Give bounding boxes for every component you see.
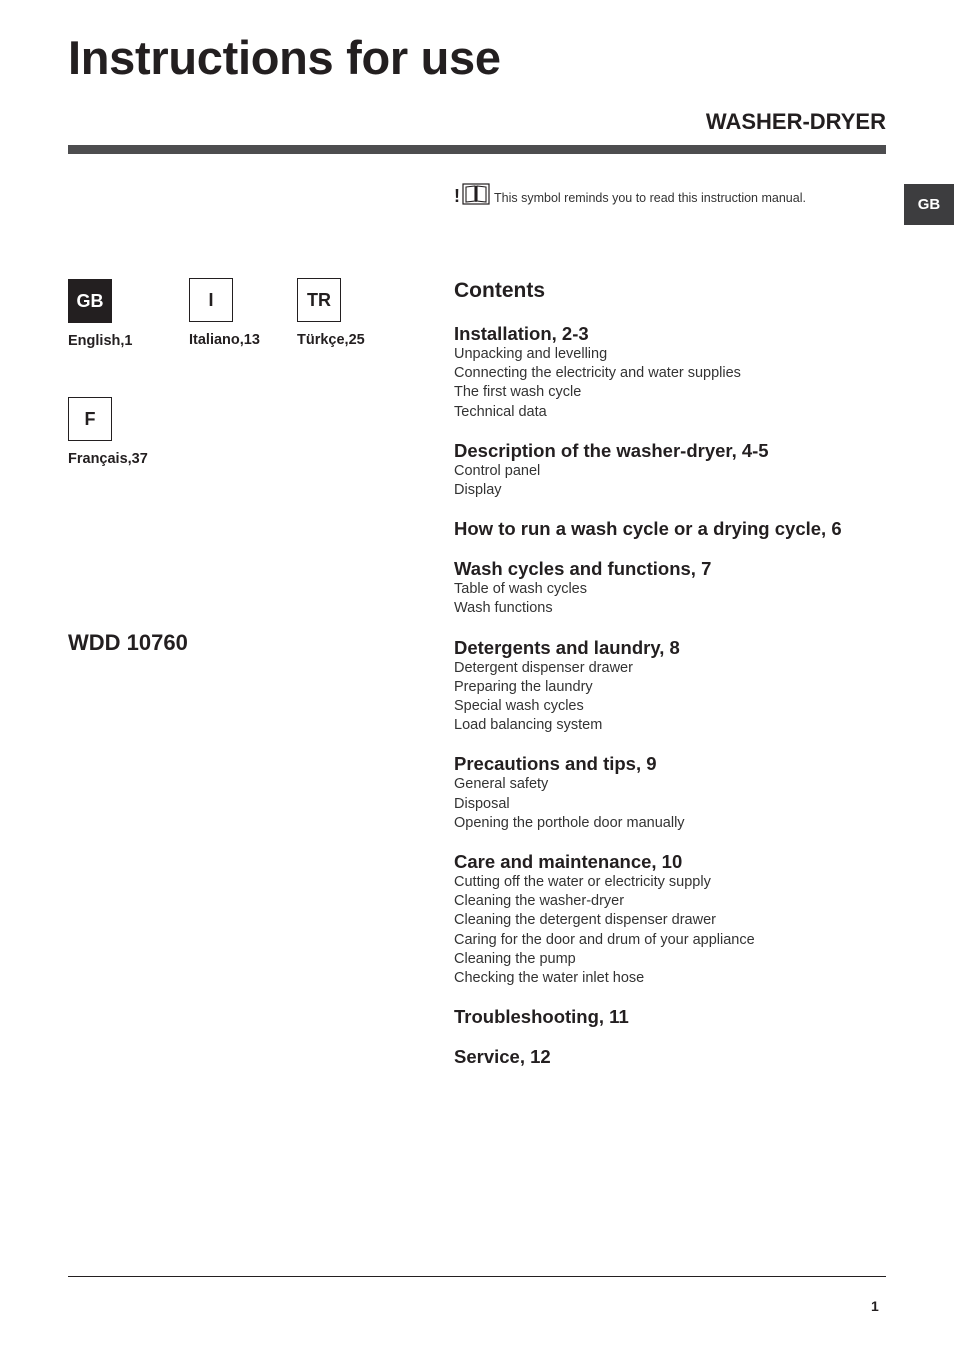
contents-section-title[interactable]: How to run a wash cycle or a drying cycle, 6 [454,518,842,540]
language-i[interactable] [189,278,260,348]
model-number: WDD 10760 [68,630,188,655]
language-label: Türkçe,25 [297,332,365,348]
footer-rule [68,1276,886,1277]
contents-section-item[interactable]: Disposal [454,795,510,812]
product-type: WASHER-DRYER [705,109,886,134]
contents-section-title[interactable]: Precautions and tips, 9 [454,753,657,775]
page-number: 1 [871,1298,879,1314]
contents-section-item[interactable]: Unpacking and levelling [454,346,608,362]
contents-section-title[interactable]: Installation, 2-3 [454,323,589,344]
contents-section-item[interactable]: Opening the porthole door manually [454,814,685,831]
open-book-icon [462,183,490,205]
contents-section [454,752,894,833]
contents-section [454,322,894,422]
contents-heading: Contents [454,279,545,302]
contents-section [454,1005,894,1028]
language-code-box: GB [68,279,112,323]
language-label: Français,37 [68,451,148,467]
contents-section-item[interactable]: Cleaning the detergent dispenser drawer [454,912,716,929]
contents-section-title[interactable]: Care and maintenance, 10 [454,851,683,873]
contents-section-item[interactable]: Control panel [454,462,541,479]
contents-section-item[interactable]: Cleaning the pump [454,950,576,967]
contents-section-item[interactable]: Detergent dispenser drawer [454,659,633,676]
contents-section [454,557,894,618]
contents-section [454,439,894,500]
contents-section [454,517,894,540]
contents-section-title[interactable]: Wash cycles and functions, 7 [454,558,712,580]
contents-sections [454,322,894,1068]
contents-section-item[interactable]: Caring for the door and drum of your appliance [454,931,755,948]
contents-section-item[interactable]: Technical data [454,403,547,420]
language-f[interactable] [68,397,148,467]
page-title: Instructions for use [68,31,501,84]
language-code-box: I [189,278,233,322]
language-label: Italiano,13 [189,332,260,348]
contents-section-title[interactable]: Troubleshooting, 11 [454,1006,629,1028]
contents-section-item[interactable]: Special wash cycles [454,698,584,715]
contents-section [454,850,894,988]
contents-section-item[interactable]: The first wash cycle [454,384,582,401]
contents-section-item[interactable]: Load balancing system [454,717,603,734]
language-code-box: TR [297,278,341,322]
contents-section-title[interactable]: Detergents and laundry, 8 [454,636,680,658]
language-label: English,1 [68,333,133,349]
exclamation-mark: ! [454,186,460,206]
language-gb[interactable] [68,279,132,349]
contents-section-item[interactable]: Wash functions [454,600,553,617]
contents-section-title[interactable]: Description of the washer-dryer, 4-5 [454,439,769,461]
symbol-note-text: This symbol reminds you to read this instruction manual. [494,191,806,205]
contents-section [454,636,894,736]
contents-section-item[interactable]: Checking the water inlet hose [454,970,645,987]
table-of-contents [454,279,894,1085]
contents-section-item[interactable]: Table of wash cycles [454,581,587,598]
language-tr[interactable] [297,278,365,348]
contents-section-item[interactable]: Preparing the laundry [454,678,593,695]
contents-section-title[interactable]: Service, 12 [454,1046,551,1068]
contents-section-item[interactable]: Cutting off the water or electricity supply [454,874,711,891]
header-rule [68,145,886,154]
contents-section-item[interactable]: General safety [454,776,549,793]
contents-section [454,1045,894,1068]
contents-section-item[interactable]: Connecting the electricity and water supplies [454,365,741,382]
contents-section-item[interactable]: Cleaning the washer-dryer [454,893,625,910]
contents-section-item[interactable]: Display [454,482,502,499]
language-side-tab: GB [904,184,954,225]
language-code-box: F [68,397,112,441]
symbol-note [454,183,806,205]
